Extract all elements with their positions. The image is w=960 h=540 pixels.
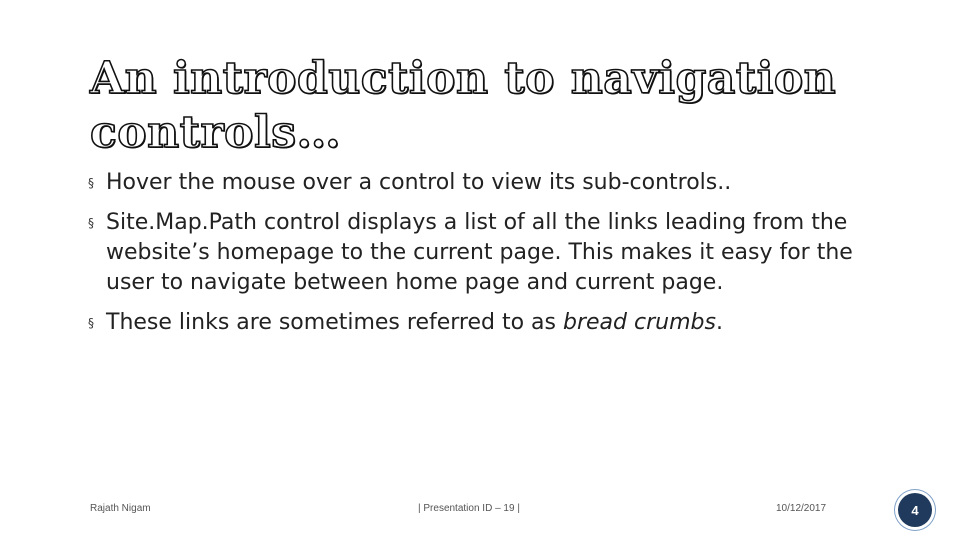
bullet-item — [88, 308, 868, 338]
footer-date: 10/12/2017 — [776, 503, 827, 514]
bullet-text: Hover the mouse over a control to view its sub-controls.. — [106, 170, 732, 195]
bullet-list — [88, 168, 868, 348]
slide-title: An introduction to navigation controls… — [90, 53, 837, 158]
bullet-marker-icon: § — [88, 216, 94, 230]
bullet-marker-icon: § — [88, 316, 94, 330]
page-number-badge: 4 — [898, 493, 932, 527]
bullet-item — [88, 168, 868, 198]
bullet-text-end: . — [715, 310, 723, 335]
bullet-text: Site.Map.Path control displays a list of all the links leading from the website’s homepage to the current page. This makes it easy for the user to navigate between home page and current page. — [106, 210, 853, 295]
bullet-item — [88, 208, 868, 298]
footer-author: Rajath Nigam — [90, 503, 151, 514]
footer-presentation-id: | Presentation ID – 19 | — [418, 503, 520, 514]
bullet-italic-text: bread crumbs — [563, 310, 716, 335]
bullet-text: These links are sometimes referred to as — [106, 310, 563, 335]
bullet-marker-icon: § — [88, 176, 94, 190]
